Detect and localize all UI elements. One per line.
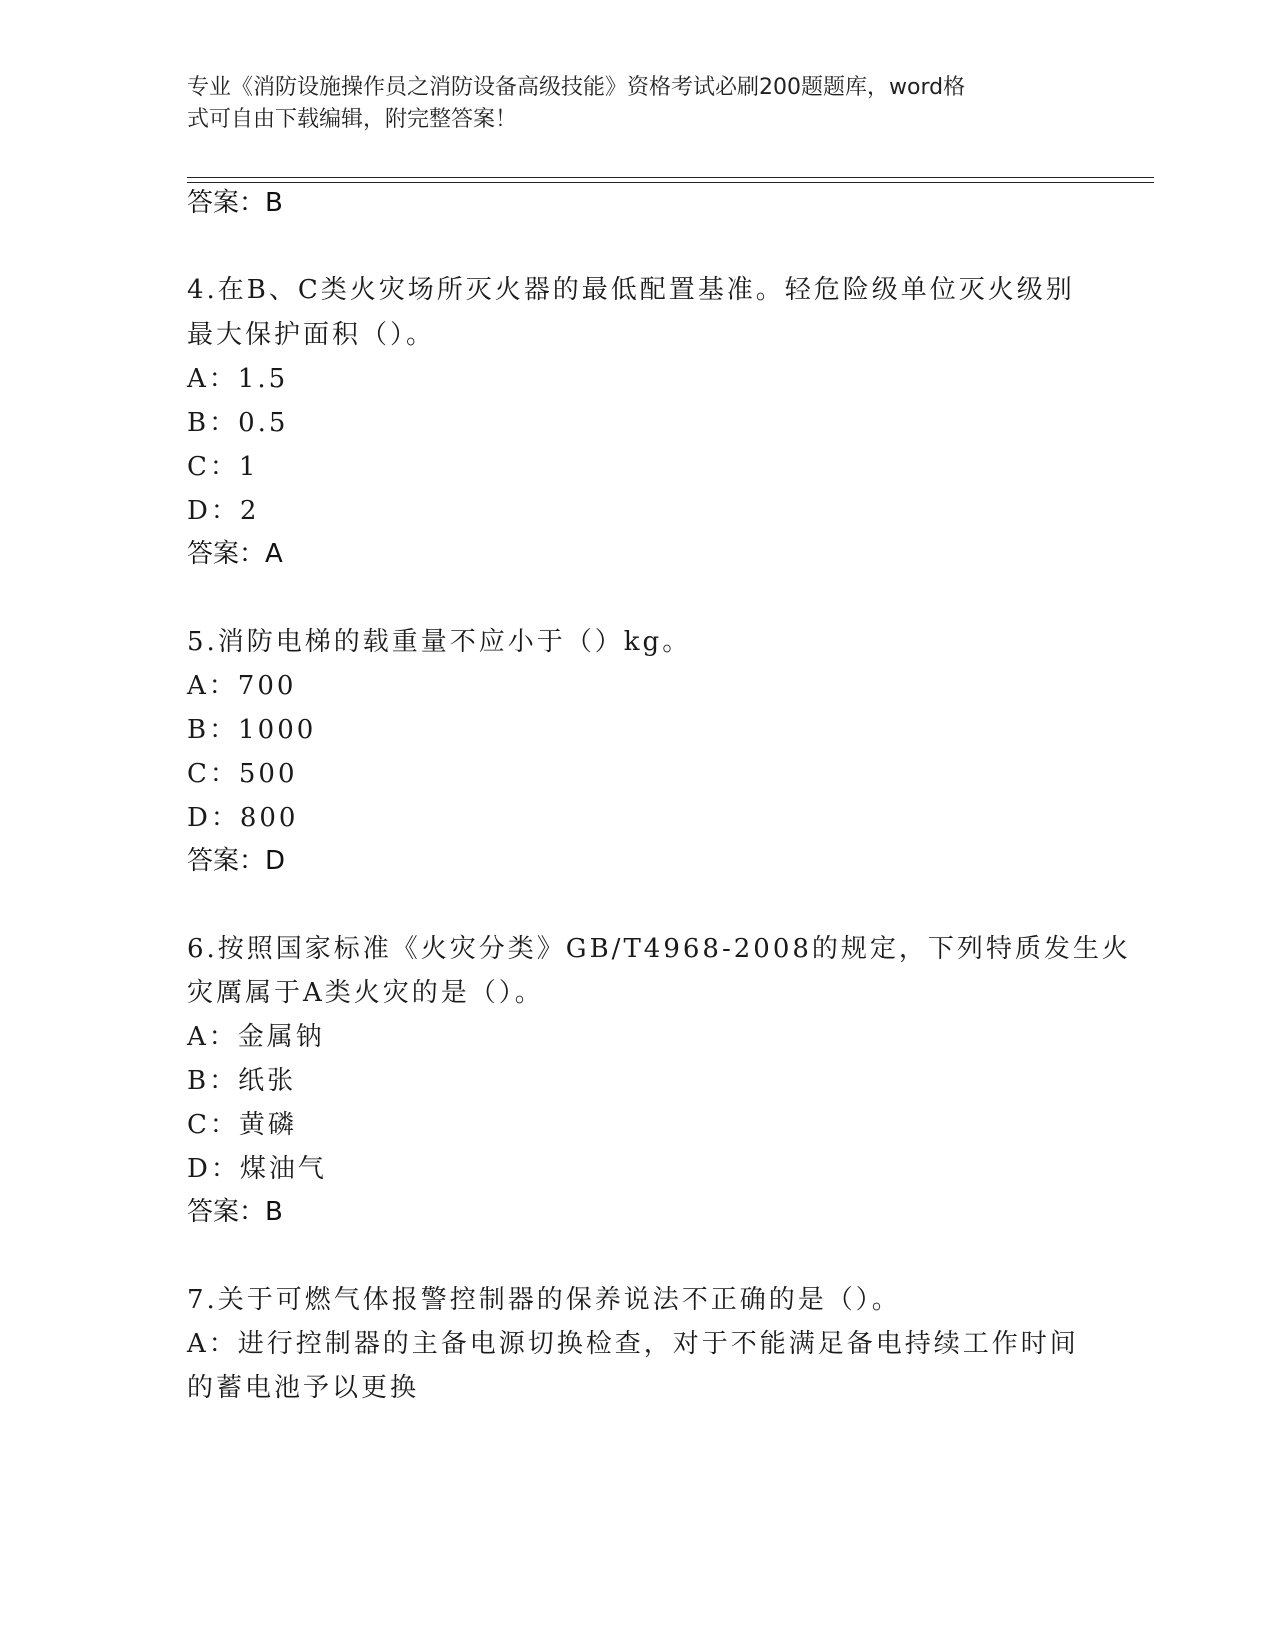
question-stem: 灾厲属于A类火灾的是（）。 bbox=[187, 978, 544, 1008]
option-a: A：进行控制器的主备电源切换检查，对于不能满足备电持续工作时间 bbox=[187, 1329, 1079, 1359]
option-d: D：800 bbox=[187, 803, 299, 833]
option-b: B：0.5 bbox=[187, 408, 289, 438]
option-c: C：黄磷 bbox=[187, 1110, 297, 1140]
header-line-1: 专业《消防设施操作员之消防设备高级技能》资格考试必刷200题题库，word格 bbox=[187, 75, 966, 100]
option-a: A：金属钠 bbox=[187, 1022, 325, 1052]
option-b: B：纸张 bbox=[187, 1066, 297, 1096]
option-c: C：500 bbox=[187, 759, 298, 789]
option-a-continued: 的蓄电池予以更换 bbox=[187, 1373, 420, 1403]
question-stem: 4.在B、C类火灾场所灭火器的最低配置基准。轻危险级单位灭火级别 bbox=[187, 275, 1075, 305]
option-c: C：1 bbox=[187, 452, 259, 482]
answer: 答案：D bbox=[187, 846, 286, 876]
option-a: A：1.5 bbox=[187, 364, 289, 394]
option-a: A：700 bbox=[187, 671, 297, 701]
option-b: B：1000 bbox=[187, 715, 317, 745]
answer: 答案：B bbox=[187, 1197, 283, 1227]
option-d: D：煤油气 bbox=[187, 1154, 327, 1184]
header-line-2: 式可自由下载编辑，附完整答案！ bbox=[187, 107, 518, 132]
header-divider-bottom bbox=[187, 182, 1154, 183]
header-divider-top bbox=[187, 177, 1154, 178]
option-d: D：2 bbox=[187, 496, 260, 526]
document-header bbox=[187, 72, 1067, 136]
previous-answer: 答案：B bbox=[187, 188, 283, 218]
question-stem: 5.消防电梯的载重量不应小于（）kg。 bbox=[187, 627, 692, 657]
question-stem: 最大保护面积（）。 bbox=[187, 320, 436, 350]
question-stem: 7.关于可燃气体报警控制器的保养说法不正确的是（）。 bbox=[187, 1285, 901, 1315]
question-stem: 6.按照国家标准《火灾分类》GB/T4968-2008的规定，下列特质发生火 bbox=[187, 934, 1131, 964]
answer: 答案：A bbox=[187, 539, 283, 569]
